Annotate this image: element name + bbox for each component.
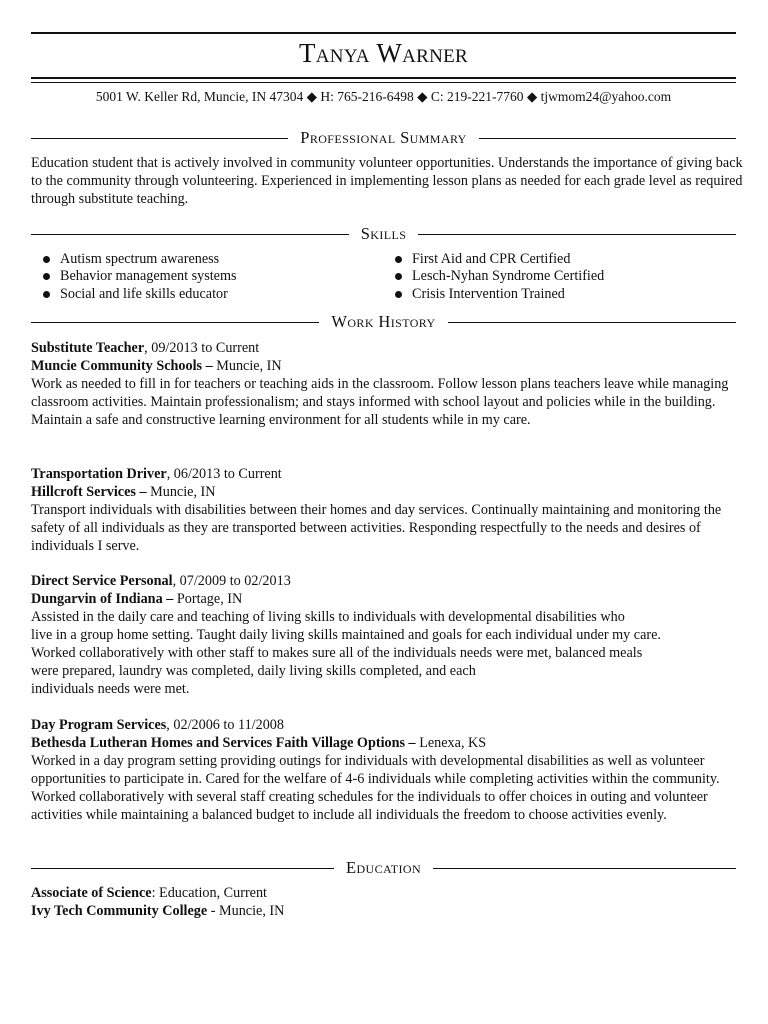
section-title: Education xyxy=(346,858,422,877)
job-position: Direct Service Personal xyxy=(31,573,173,589)
skills-column-right xyxy=(383,251,736,303)
job-description-line: live in a group home setting. Taught daily living skills maintained and goals for each individual under my care. xyxy=(31,627,661,643)
job-heading xyxy=(31,716,743,734)
section-rule-right xyxy=(433,868,736,869)
bullet-icon xyxy=(395,256,402,263)
job-heading xyxy=(31,572,743,590)
section-rule-left xyxy=(31,868,334,869)
job-location: Portage, IN xyxy=(173,591,243,607)
job-dates: , 02/2006 to 11/2008 xyxy=(166,717,284,733)
school: Ivy Tech Community College xyxy=(31,903,208,919)
job-employer: Muncie Community Schools – xyxy=(31,358,213,374)
section-rule-right xyxy=(479,138,736,139)
section-work-history xyxy=(31,311,736,333)
job-employer-line xyxy=(31,357,743,375)
job-position: Transportation Driver xyxy=(31,466,167,482)
job-entry xyxy=(31,465,743,555)
header-top-rule xyxy=(31,32,736,34)
skill-label: Crisis Intervention Trained xyxy=(412,285,565,302)
skills-column-left xyxy=(31,251,383,303)
job-location: Muncie, IN xyxy=(146,484,216,500)
skill-label: First Aid and CPR Certified xyxy=(412,251,571,267)
section-rule-right xyxy=(448,322,736,323)
header-bottom-rule-thin xyxy=(31,82,736,83)
job-dates: , 07/2009 to 02/2013 xyxy=(172,573,291,589)
summary-text: Education student that is actively involved in community volunteer opportunities. Understands the importance of giving back to the community through volunteering. Experienced in implementing lesson plans as needed for each grade level as required through substitute teaching. xyxy=(31,155,743,207)
bullet-icon xyxy=(43,291,50,298)
section-rule-right xyxy=(418,234,736,235)
bullet-icon xyxy=(395,291,402,298)
job-entry xyxy=(31,572,743,698)
job-dates: , 09/2013 to Current xyxy=(144,340,260,356)
skill-item xyxy=(31,251,383,268)
skill-label: Autism spectrum awareness xyxy=(60,251,220,267)
section-professional-summary xyxy=(31,127,736,149)
job-employer: Hillcroft Services – xyxy=(31,484,147,500)
contact-info: 5001 W. Keller Rd, Muncie, IN 47304 ◆ H: 765-216-6498 ◆ C: 219-221-7760 ◆ tjwmom24@yahoo.com xyxy=(95,89,672,104)
job-position: Day Program Services xyxy=(31,717,167,733)
job-heading xyxy=(31,465,743,483)
job-entry xyxy=(31,339,743,429)
skill-item xyxy=(383,286,736,303)
job-employer-line xyxy=(31,590,743,608)
job-employer-line xyxy=(31,483,743,501)
job-employer-line xyxy=(31,734,743,752)
job-location: Lenexa, KS xyxy=(415,735,487,751)
candidate-name: Tanya Warner xyxy=(298,38,468,68)
section-rule-left xyxy=(31,138,288,139)
degree-line xyxy=(31,884,743,902)
section-rule-left xyxy=(31,322,319,323)
job-description-line: individuals needs were met. xyxy=(31,681,190,697)
section-education xyxy=(31,857,736,879)
job-employer: Dungarvin of Indiana – xyxy=(31,591,174,607)
degree-detail: : Education, Current xyxy=(151,885,268,901)
education-entry xyxy=(31,884,743,920)
job-position: Substitute Teacher xyxy=(31,340,145,356)
skill-label: Behavior management systems xyxy=(60,268,237,285)
job-heading xyxy=(31,339,743,357)
job-description: Work as needed to fill in for teachers or teaching aids in the classroom. Follow lesson plans teachers leave while managing classroom activities. Maintain professionalism; and stays informed with school layout and policies while in the building. Maintain a safe and constructive learning environment for all students while in my care. xyxy=(31,376,729,428)
job-description: Worked in a day program setting providing outings for individuals with developmental disabilities as well as volunteer opportunities to participate in. Cared for the welfare of 4-6 individuals while completing activities within the community. Worked collaboratively with several staff creating schedules for the individuals to offer choices in outing and volunteer activities while maintaining a balanced budget to include all individuals the freedom to choose activities evenly. xyxy=(31,753,720,823)
header-bottom-rule xyxy=(31,77,736,79)
job-description: Transport individuals with disabilities between their homes and day services. Continually maintaining and monitoring the safety of all individuals as they are transported between activities. Responding respectfully to the needs and desires of individuals I serve. xyxy=(31,502,722,554)
section-title: Professional Summary xyxy=(300,128,467,147)
section-title: Work History xyxy=(331,312,436,331)
bullet-icon xyxy=(43,256,50,263)
skill-label: Lesch-Nyhan Syndrome Certified xyxy=(412,268,605,285)
job-entry xyxy=(31,716,743,824)
bullet-icon xyxy=(395,273,402,280)
job-description-line: were prepared, laundry was completed, daily living skills completed, and each xyxy=(31,663,476,679)
bullet-icon xyxy=(43,273,50,280)
school-detail: - Muncie, IN xyxy=(207,903,285,919)
skill-item xyxy=(383,268,736,285)
job-description-line: Assisted in the daily care and teaching of living skills to individuals with developmental disabilities who xyxy=(31,609,625,625)
section-rule-left xyxy=(31,234,349,235)
job-description-line: Worked collaboratively with other staff to makes sure all of the individuals needs were met, balanced meals xyxy=(31,645,643,661)
job-location: Muncie, IN xyxy=(212,358,282,374)
skill-item xyxy=(383,251,736,268)
school-line xyxy=(31,902,743,920)
job-employer: Bethesda Lutheran Homes and Services Faith Village Options – xyxy=(31,735,416,751)
section-skills xyxy=(31,223,736,245)
degree: Associate of Science xyxy=(31,885,152,901)
skill-item xyxy=(31,286,383,303)
skill-label: Social and life skills educator xyxy=(60,285,228,302)
skill-item xyxy=(31,268,383,285)
skills-list xyxy=(31,251,736,303)
section-title: Skills xyxy=(360,224,407,243)
job-dates: , 06/2013 to Current xyxy=(166,466,282,482)
